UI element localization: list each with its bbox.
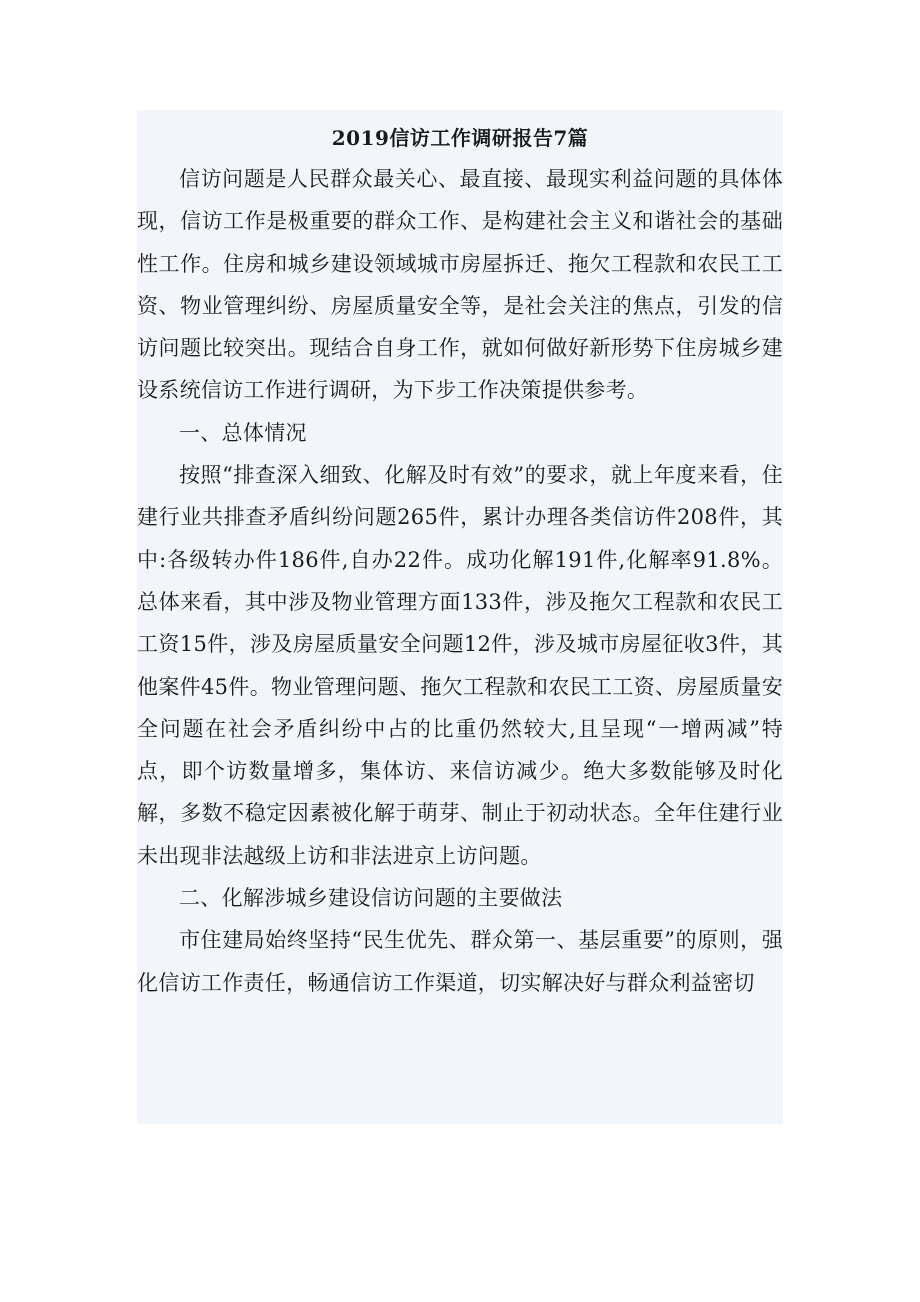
section-heading-practices: 二、化解涉城乡建设信访问题的主要做法 [179,886,563,911]
document-title: 2019信访工作调研报告7篇 [331,126,589,150]
paragraph-intro: 信访问题是人民群众最关心、最直接、最现实利益问题的具体体现，信访工作是极重要的群众工作、是构建社会主义和谐社会的基础性工作。住房和城乡建设领域城市房屋拆迁、拖欠工程款和农民工工资、物业管理纠纷、房屋质量安全等，是社会关注的焦点，引发的信访问题比较突出。现结合自身工作，就如何做好新形势下住房城乡建设系统信访工作进行调研，为下步工作决策提供参考。 [137,167,783,403]
paragraph-overview: 按照“排查深入细致、化解及时有效”的要求，就上年度来看，住建行业共排查矛盾纠纷问题265件，累计办理各类信访件208件，其中:各级转办件186件,自办22件。成功化解191件,化解率91.8%。总体来看，其中涉及物业管理方面133件，涉及拖欠工程款和农民工工资15件，涉及房屋质量安全问题12件，涉及城市房屋征收3件，其他案件45件。物业管理问题、拖欠工程款和农民工工资、房屋质量安全问题在社会矛盾纠纷中占的比重仍然较大,且呈现“一增两减”特点，即个访数量增多，集体访、来信访减少。绝大多数能够及时化解，多数不稳定因素被化解于萌芽、制止于初动状态。全年住建行业未出现非法越级上访和非法进京上访问题。 [137,463,783,868]
section-heading-overview: 一、总体情况 [179,420,307,445]
document-text-block [137,110,783,1124]
paragraph-practices: 市住建局始终坚持“民生优先、群众第一、基层重要”的原则，强化信访工作责任，畅通信访工作渠道，切实解决好与群众利益密切 [137,928,783,995]
